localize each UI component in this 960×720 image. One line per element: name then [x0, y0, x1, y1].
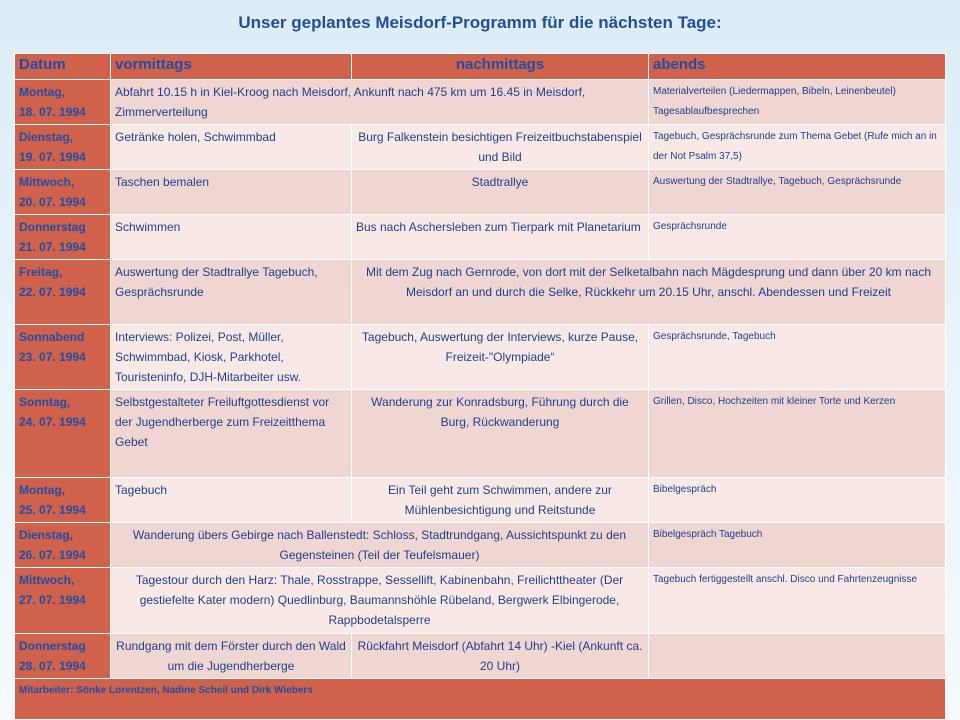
abends-cell: Grillen, Disco, Hochzeiten mit kleiner Torte und Kerzen [649, 390, 946, 478]
nachmittags-cell: Tagebuch, Auswertung der Interviews, kurze Pause, Freizeit-"Olympiade“ [352, 325, 649, 390]
date-cell: Dienstag, 19. 07. 1994 [15, 125, 111, 170]
nachmittags-cell: Stadtrallye [352, 170, 649, 215]
vormittags-cell: Taschen bemalen [111, 170, 352, 215]
vorm-nachm-cell: Wanderung übers Gebirge nach Ballenstedt: Schloss, Stadtrundgang, Aussichtspunkt zu den Gegensteinen (Teil der Teufelsmauer) [111, 523, 649, 568]
abends-cell: Gesprächsrunde, Tagebuch [649, 325, 946, 390]
date-cell: Dienstag, 26. 07. 1994 [15, 523, 111, 568]
abends-cell: Materialverteilen (Liedermappen, Bibeln, Leinenbeutel) Tagesablaufbesprechen [649, 80, 946, 125]
table-row [15, 568, 946, 634]
table-row [15, 170, 946, 215]
vormittags-cell: Auswertung der Stadtrallye Tagebuch, Gesprächsrunde [111, 260, 352, 325]
date-cell: Donnerstag 28. 07. 1994 [15, 634, 111, 679]
vormittags-cell: Getränke holen, Schwimmbad [111, 125, 352, 170]
header-abends: abends [649, 54, 946, 80]
table-row [15, 80, 946, 125]
vormittags-cell: Selbstgestalteter Freiluftgottesdienst vor der Jugendherberge zum Freizeitthema Gebet [111, 390, 352, 478]
abends-cell: Auswertung der Stadtrallye, Tagebuch, Gesprächsrunde [649, 170, 946, 215]
date-cell: Sonntag, 24. 07. 1994 [15, 390, 111, 478]
table-row [15, 125, 946, 170]
date-cell: Mittwoch, 20. 07. 1994 [15, 170, 111, 215]
vormittags-cell: Interviews: Polizei, Post, Müller, Schwimmbad, Kiosk, Parkhotel, Touristeninfo, DJH-Mitarbeiter usw. [111, 325, 352, 390]
date-cell: Freitag, 22. 07. 1994 [15, 260, 111, 325]
date-cell: Montag, 18. 07. 1994 [15, 80, 111, 125]
header-datum: Datum [15, 54, 111, 80]
header-nachmittags: nachmittags [352, 54, 649, 80]
vormittags-cell: Rundgang mit dem Förster durch den Wald um die Jugendherberge [111, 634, 352, 679]
date-cell: Donnerstag 21. 07. 1994 [15, 215, 111, 260]
nachm-abends-cell: Mit dem Zug nach Gernrode, von dort mit der Selketalbahn nach Mägdesprung und dann über 20 km nach Meisdorf an und durch die Selke, Rückkehr um 20.15 Uhr, anschl. Abendessen und Freizeit [352, 260, 946, 325]
footer-row [15, 679, 946, 720]
header-vormittags: vormittags [111, 54, 352, 80]
table-row [15, 523, 946, 568]
vormittags-cell: Schwimmen [111, 215, 352, 260]
abends-cell: Tagebuch fertiggestellt anschl. Disco und Fahrtenzeugnisse [649, 568, 946, 634]
date-cell: Mittwoch, 27. 07. 1994 [15, 568, 111, 634]
nachmittags-cell: Rückfahrt Meisdorf (Abfahrt 14 Uhr) -Kiel (Ankunft ca. 20 Uhr) [352, 634, 649, 679]
staff-footer: Mitarbeiter: Sönke Lorentzen, Nadine Scheil und Dirk Wiebers [15, 679, 946, 720]
abends-cell: Tagebuch, Gesprächsrunde zum Thema Gebet (Rufe mich an in der Not Psalm 37,5) [649, 125, 946, 170]
table-row [15, 478, 946, 523]
page-title: Unser geplantes Meisdorf-Programm für die nächsten Tage: [238, 13, 722, 32]
program-table [14, 53, 946, 720]
table-row [15, 634, 946, 679]
header-row [15, 54, 946, 80]
date-cell: Montag, 25. 07. 1994 [15, 478, 111, 523]
nachmittags-cell: Wanderung zur Konradsburg, Führung durch die Burg, Rückwanderung [352, 390, 649, 478]
vormittags-cell: Tagebuch [111, 478, 352, 523]
abends-cell: Bibelgespräch Tagebuch [649, 523, 946, 568]
table-row [15, 390, 946, 478]
vorm-nachm-cell: Abfahrt 10.15 h in Kiel-Kroog nach Meisdorf, Ankunft nach 475 km um 16.45 in Meisdorf, Zimmerverteilung [111, 80, 649, 125]
abends-cell [649, 634, 946, 679]
table-row [15, 260, 946, 325]
date-cell: Sonnabend 23. 07. 1994 [15, 325, 111, 390]
abends-cell: Bibelgespräch [649, 478, 946, 523]
nachmittags-cell: Burg Falkenstein besichtigen Freizeitbuchstabenspiel und Bild [352, 125, 649, 170]
nachmittags-cell: Bus nach Aschersleben zum Tierpark mit Planetarium [352, 215, 649, 260]
vorm-nachm-cell: Tagestour durch den Harz: Thale, Rosstrappe, Sessellift, Kabinenbahn, Freilichttheater (Der gestiefelte Kater modern) Quedlinburg, Baumannshöhle Rübeland, Bergwerk Elbingerode, Rappbodetalsperre [111, 568, 649, 634]
abends-cell: Gesprächsrunde [649, 215, 946, 260]
table-row [15, 215, 946, 260]
nachmittags-cell: Ein Teil geht zum Schwimmen, andere zur Mühlenbesichtigung und Reitstunde [352, 478, 649, 523]
table-row [15, 325, 946, 390]
